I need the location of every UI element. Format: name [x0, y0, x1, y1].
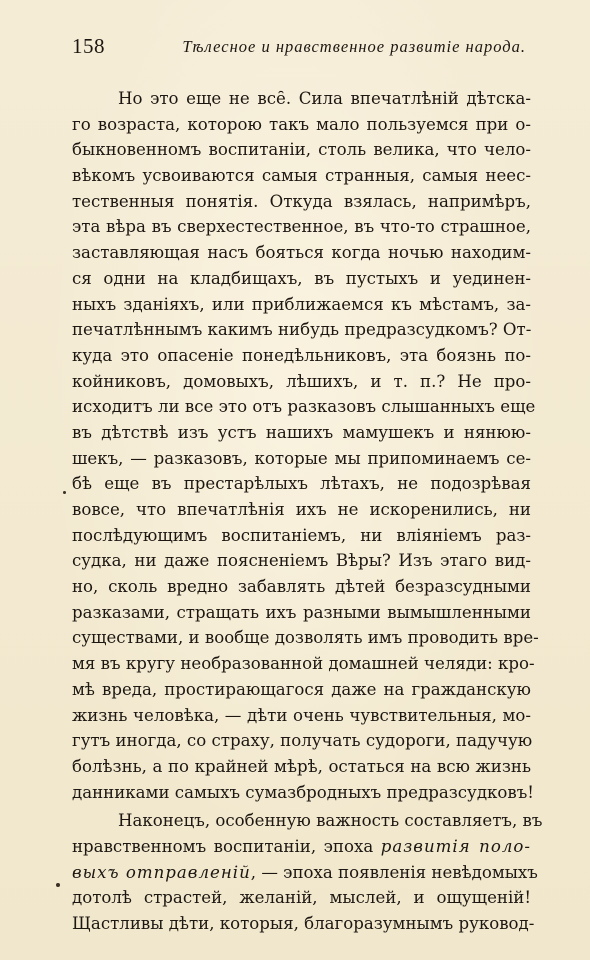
text-line: [72, 834, 531, 860]
text-segment: вовсе, что впечатлѣнія ихъ не искоренились, ни: [72, 500, 531, 519]
text-line: [72, 240, 531, 266]
text-line: [72, 523, 531, 549]
text-segment: мѣ вреда, простирающагося даже на гражданскую: [72, 679, 531, 699]
text-line: [72, 885, 531, 911]
text-segment: болѣзнь, а по крайней мѣрѣ, остаться на всю жизнь: [72, 756, 531, 776]
paragraph: [72, 86, 539, 805]
text-segment: , — эпоха появленія невѣдомыхъ: [250, 862, 538, 882]
text-segment: жизнь человѣка, — дѣти очень чувствительныя, мо-: [72, 705, 531, 725]
text-line: [72, 754, 531, 780]
italic-segment: развитія поло-: [380, 836, 531, 856]
text-line: [72, 343, 531, 369]
page-number: 158: [72, 34, 105, 58]
text-segment: Наконецъ, особенную важность составляетъ, въ: [118, 811, 543, 831]
text-segment: ныхъ зданіяхъ, или приближаемся къ мѣстамъ, за-: [72, 294, 531, 314]
text-line: [72, 574, 531, 600]
text-line: [72, 703, 531, 729]
text-line: [72, 292, 531, 318]
text-segment: шекъ, — разказовъ, которые мы припоминаемъ се-: [72, 448, 531, 468]
text-segment: но, сколь вредно забавлять дѣтей безразсудными: [72, 577, 531, 597]
text-segment: Но это еще не все̑. Сила впечатлѣній дѣтска-: [118, 89, 531, 108]
text-segment: бѣ еще въ престарѣлыхъ лѣтахъ, не подозрѣвая: [72, 474, 531, 494]
text-segment: быкновенномъ воспитаніи, столь велика, что чело-: [72, 140, 531, 160]
text-segment: койниковъ, домовыхъ, лѣшихъ, и т. п.? Не про-: [72, 371, 531, 391]
text-segment: послѣдующимъ воспитаніемъ, ни вліяніемъ раз-: [72, 525, 531, 545]
text-segment: тественныя понятія. Откуда взялась, напримѣръ,: [72, 191, 531, 211]
text-segment: эта вѣра въ сверхестественное, въ что-то страшное,: [72, 217, 531, 237]
text-line: [72, 112, 531, 138]
text-line: [72, 369, 531, 395]
text-segment: въ дѣтствѣ изъ устъ нашихъ мамушекъ и нянюю-: [72, 422, 531, 442]
text-segment: го возраста, которою такъ мало пользуемся при о-: [72, 114, 531, 134]
text-line: [72, 600, 531, 626]
ink-speck: [63, 491, 66, 494]
text-line: [72, 266, 531, 292]
text-segment: куда это опасеніе понедѣльниковъ, эта боязнь по-: [72, 345, 531, 365]
text-segment: дотолѣ страстей, желаній, мыслей, и ощущеній!: [72, 888, 531, 908]
text-line: [72, 137, 531, 163]
text-line: [72, 780, 534, 806]
text-segment: существами, и вообще дозволять имъ проводить вре-: [72, 628, 539, 648]
text-line: [72, 189, 531, 215]
text-line: [72, 317, 531, 343]
text-segment: Щастливы дѣти, которыя, благоразумнымъ руковод-: [72, 914, 535, 933]
text-line: [72, 497, 531, 523]
text-line: [72, 860, 538, 886]
text-segment: исходитъ ли все это отъ разказовъ слышанныхъ еще: [72, 397, 536, 417]
text-segment: ся одни на кладбищахъ, въ пустыхъ и уединен-: [72, 268, 531, 288]
text-line: [72, 446, 531, 472]
body-text: [72, 86, 543, 937]
page-header: [72, 34, 526, 60]
running-head: Тѣлесное и нравственное развитіе народа.: [182, 37, 526, 56]
text-segment: судка, ни даже поясненіемъ Вѣры? Изъ этаго вид-: [72, 551, 531, 571]
text-segment: нравственномъ воспитаніи, эпоха: [72, 836, 381, 856]
text-line: [72, 625, 539, 651]
paragraph: [72, 808, 543, 936]
text-line: [72, 214, 531, 240]
text-segment: заставляющая насъ бояться когда ночью находим-: [72, 243, 531, 263]
text-line: [72, 86, 531, 112]
text-line: [72, 728, 531, 754]
text-line: [72, 471, 531, 497]
text-line: [72, 677, 531, 703]
italic-segment: выхъ отправленій: [72, 862, 251, 882]
text-segment: вѣкомъ усвоиваются самыя странныя, самыя неес-: [72, 166, 531, 186]
text-segment: данниками самыхъ сумазбродныхъ предразсудковъ!: [72, 782, 534, 802]
text-segment: печатлѣннымъ какимъ нибудь предразсудкомъ? От-: [72, 320, 532, 340]
text-segment: разказами, стращать ихъ разными вымышленными: [72, 602, 531, 622]
text-segment: мя въ кругу необразованной домашней челяди: кро-: [72, 654, 535, 674]
text-line: [72, 548, 531, 574]
ink-speck: [56, 883, 60, 887]
text-segment: гутъ иногда, со страху, получать судороги, падучую: [72, 731, 533, 751]
text-line: [72, 651, 535, 677]
text-line: [72, 394, 536, 420]
text-line: [72, 420, 531, 446]
text-line: [72, 163, 531, 189]
text-line: [72, 911, 535, 937]
text-line: [72, 808, 543, 834]
